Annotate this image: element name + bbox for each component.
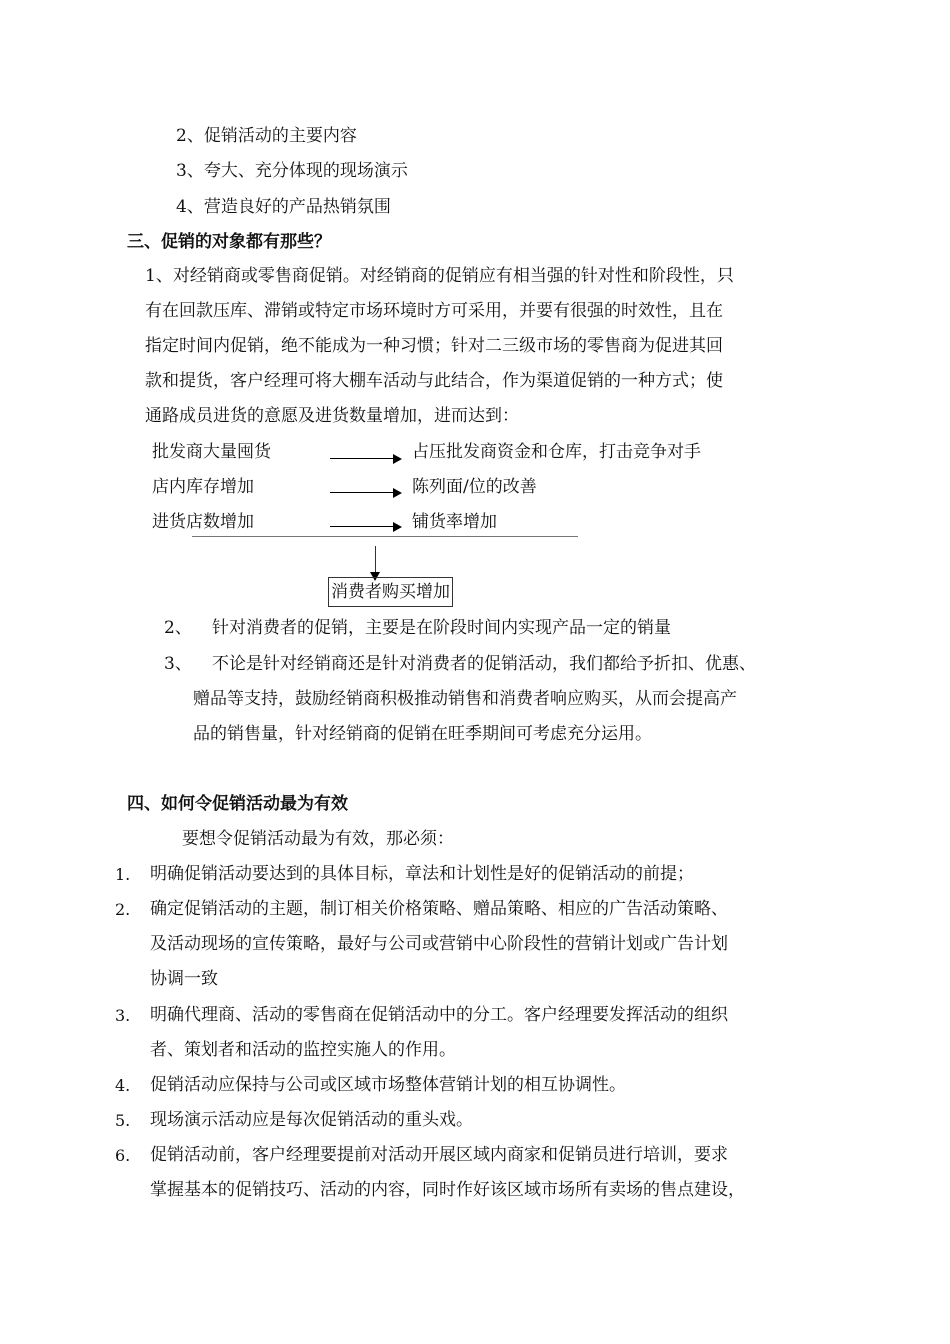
list-item: 明确代理商、活动的零售商在促销活动中的分工。客户经理要发挥活动的组织	[150, 1005, 728, 1025]
list-item-number: 3.	[115, 1006, 131, 1025]
flow-effect-label: 占压批发商资金和仓库，打击竞争对手	[412, 442, 701, 462]
list-item-number: 2、	[164, 618, 192, 638]
list-item: 4、营造良好的产品热销氛围	[176, 197, 391, 217]
flow-source-label: 店内库存增加	[152, 477, 254, 497]
section-intro: 要想令促销活动最为有效，那必须：	[182, 829, 454, 849]
list-item: 现场演示活动应是每次促销活动的重头戏。	[150, 1110, 473, 1130]
list-item-number: 2.	[115, 900, 131, 919]
right-arrow-icon	[330, 522, 402, 532]
right-arrow-icon	[330, 488, 402, 498]
list-item: 3、夸大、充分体现的现场演示	[176, 161, 408, 181]
list-item: 确定促销活动的主题，制订相关价格策略、赠品策略、相应的广告活动策略、	[150, 899, 728, 919]
paragraph-line: 有在回款压库、滞销或特定市场环境时方可采用，并要有很强的时效性，且在	[145, 301, 723, 321]
list-item-number: 6.	[115, 1146, 131, 1165]
paragraph-line: 款和提货，客户经理可将大棚车活动与此结合，作为渠道促销的一种方式；使	[145, 371, 723, 391]
list-item-number: 4.	[115, 1076, 131, 1095]
flow-effect-label: 铺货率增加	[412, 512, 497, 532]
list-item: 掌握基本的促销技巧、活动的内容，同时作好该区域市场所有卖场的售点建设，	[150, 1180, 745, 1200]
list-item: 品的销售量，针对经销商的促销在旺季期间可考虑充分运用。	[193, 724, 652, 744]
divider-line	[192, 536, 578, 537]
list-item: 者、策划者和活动的监控实施人的作用。	[150, 1040, 456, 1060]
section-heading: 三、促销的对象都有那些？	[127, 232, 331, 252]
flow-effect-label: 陈列面/位的改善	[412, 477, 537, 497]
list-item: 明确促销活动要达到的具体目标，章法和计划性是好的促销活动的前提；	[150, 864, 694, 884]
list-item: 促销活动前，客户经理要提前对活动开展区域内商家和促销员进行培训，要求	[150, 1145, 728, 1165]
flow-source-label: 进货店数增加	[152, 512, 254, 532]
list-item-number: 1.	[115, 865, 131, 884]
list-item-number: 5.	[115, 1111, 131, 1130]
list-item: 赠品等支持，鼓励经销商积极推动销售和消费者响应购买，从而会提高产	[193, 689, 737, 709]
right-arrow-icon	[330, 454, 402, 464]
flow-result-box: 消费者购买增加	[328, 577, 453, 607]
paragraph-line: 指定时间内促销，绝不能成为一种习惯；针对二三级市场的零售商为促进其回	[145, 336, 723, 356]
paragraph-line: 通路成员进货的意愿及进货数量增加，进而达到：	[145, 406, 519, 426]
flow-source-label: 批发商大量囤货	[152, 442, 271, 462]
list-item: 促销活动应保持与公司或区域市场整体营销计划的相互协调性。	[150, 1075, 626, 1095]
list-item-number: 3、	[164, 654, 192, 674]
list-item: 针对消费者的促销，主要是在阶段时间内实现产品一定的销量	[212, 618, 671, 638]
paragraph-line: 1、对经销商或零售商促销。对经销商的促销应有相当强的针对性和阶段性，只	[145, 266, 734, 286]
list-item: 及活动现场的宣传策略，最好与公司或营销中心阶段性的营销计划或广告计划	[150, 934, 728, 954]
list-item: 协调一致	[150, 969, 218, 989]
list-item: 2、促销活动的主要内容	[176, 126, 357, 146]
list-item: 不论是针对经销商还是针对消费者的促销活动，我们都给予折扣、优惠、	[212, 654, 756, 674]
section-heading: 四、如何令促销活动最为有效	[127, 794, 348, 814]
